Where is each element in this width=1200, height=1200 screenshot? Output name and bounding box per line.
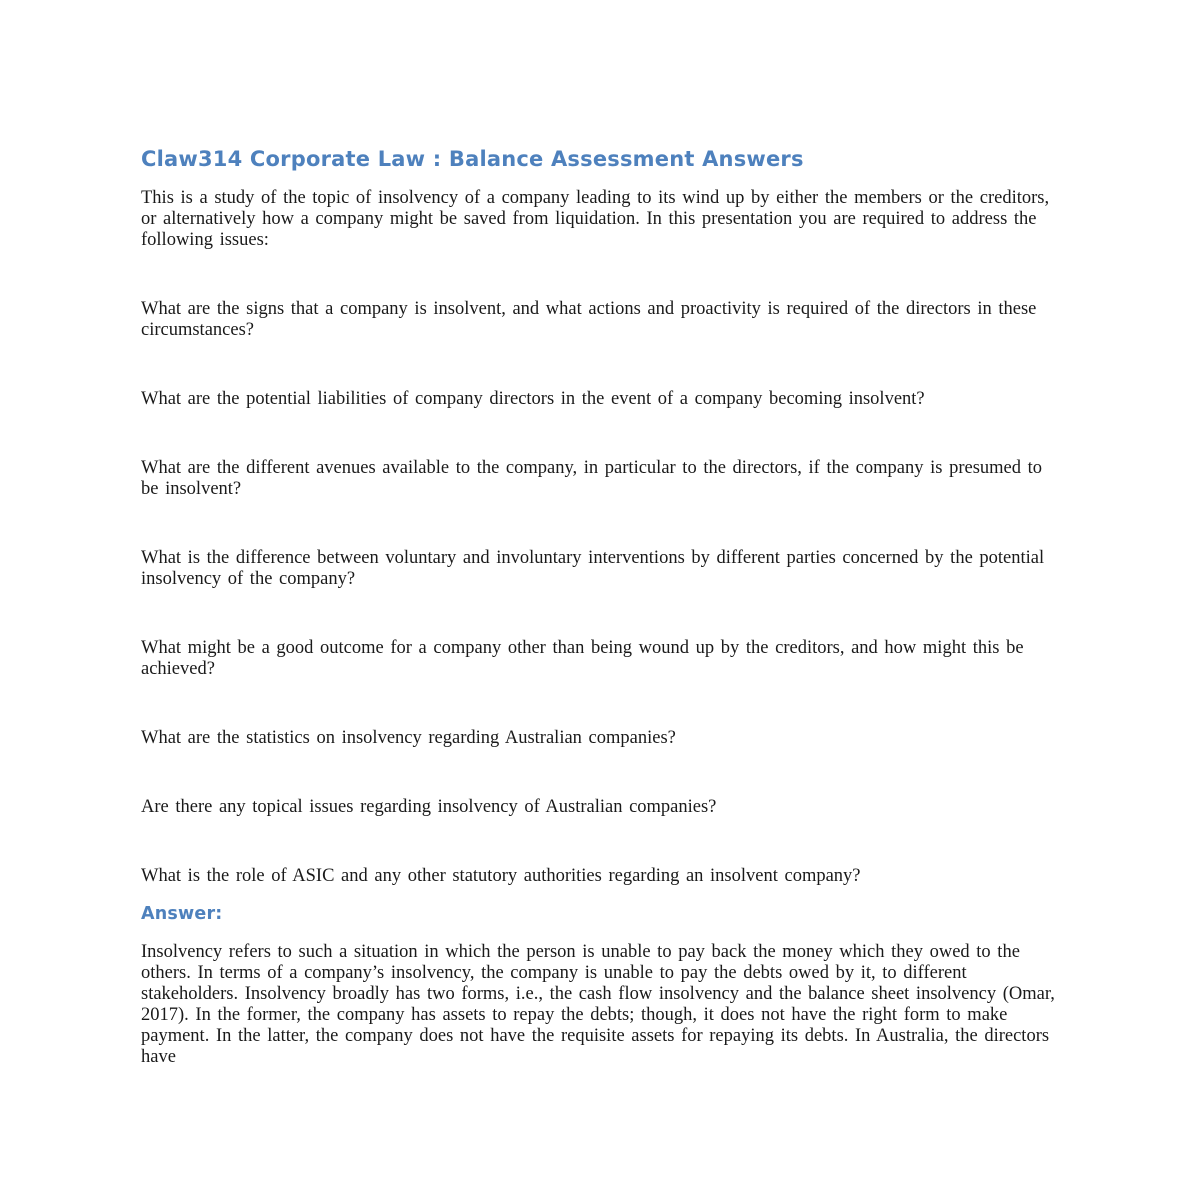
answer-heading: Answer: [141,904,223,924]
question-paragraph-5: What might be a good outcome for a company other than being wound up by the creditors, and how might this be achieved? [141,638,1024,679]
question-paragraph-3: What are the different avenues available to the company, in particular to the directors, if the company is presumed to be insolvent? [141,458,1043,499]
question-paragraph-1: What are the signs that a company is insolvent, and what actions and proactivity is required of the directors in these circumstances? [141,299,1037,340]
question-paragraph-8: What is the role of ASIC and any other statutory authorities regarding an insolvent company? [141,866,861,886]
question-paragraph-7: Are there any topical issues regarding insolvency of Australian companies? [141,797,717,817]
question-paragraph-6: What are the statistics on insolvency regarding Australian companies? [141,728,676,748]
document-title: Claw314 Corporate Law : Balance Assessment Answers [141,147,804,171]
question-paragraph-4: What is the difference between voluntary and involuntary interventions by different parties concerned by the potential insolvency of the company? [141,548,1045,589]
document-content [141,146,1059,1068]
intro-paragraph: This is a study of the topic of insolvency of a company leading to its wind up by either the members or the creditors, or alternatively how a company might be saved from liquidation. In this presentation you are required to address the following issues: [141,188,1050,250]
answer-paragraph: Insolvency refers to such a situation in which the person is unable to pay back the money which they owed to the others. In terms of a company’s insolvency, the company is unable to pay the debts owed by it, to different stakeholders. Insolvency broadly has two forms, i.e., the cash flow insolvency and the balance sheet insolvency (Omar, 2017). In the former, the company has assets to repay the debts; though, it does not have the right form to make payment. In the latter, the company does not have the requisite assets for repaying its debts. In Australia, the directors have [141,942,1055,1067]
question-paragraph-2: What are the potential liabilities of company directors in the event of a company becoming insolvent? [141,389,925,409]
